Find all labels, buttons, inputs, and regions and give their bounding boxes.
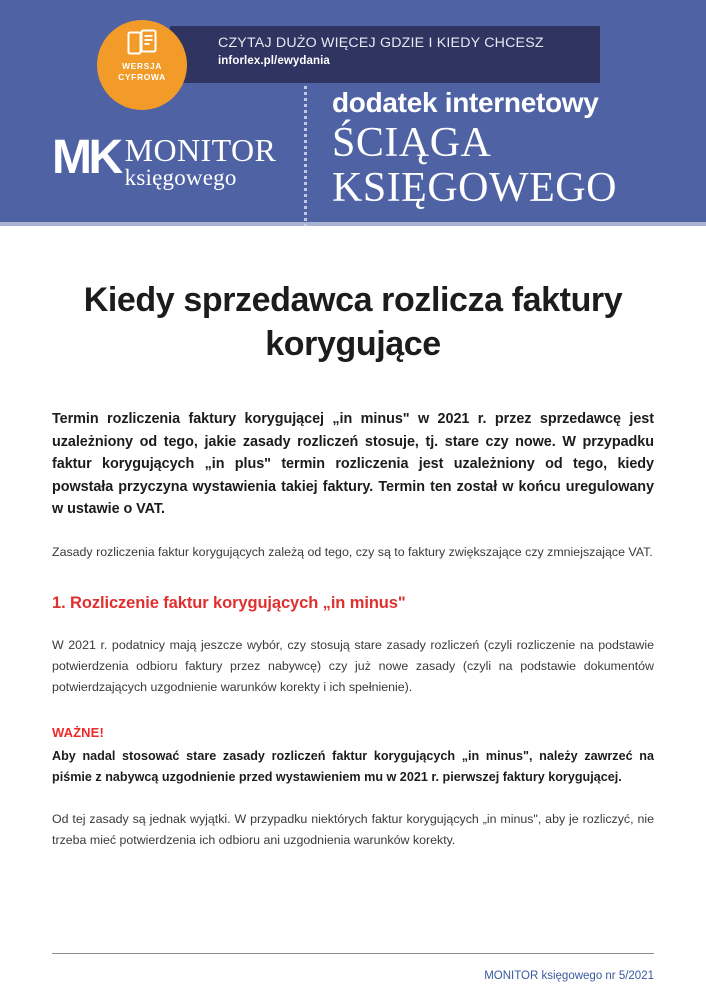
publication-title-line-2: KSIĘGOWEGO [332, 165, 617, 211]
article-paragraph-1: Zasady rozliczenia faktur korygujących zależą od tego, czy są to faktury zwiększające czy zmniejszające VAT. [52, 544, 653, 559]
logo-word-ksiegowego: księgowego [124, 165, 237, 190]
logo-monogram: MK [52, 131, 120, 184]
footer-issue-label: MONITOR księgowego nr 5/2021 [484, 970, 654, 982]
monitor-ksiegowego-logo [52, 131, 277, 190]
page-footer [0, 953, 706, 1000]
article-paragraph-2: W 2021 r. podatnicy mają jeszcze wybór, czy stosują stare zasady rozliczeń (czyli rozliczenie na podstawie potwierdzenia odbioru faktury przez nabywcę) czy już nowe zasady (czyli na podstawie dokumentów potwierdzających uzgodnienie warunków korekty i ich spełnienie). [52, 637, 654, 694]
publication-title-line-1: ŚCIĄGA [332, 120, 492, 166]
promo-headline: CZYTAJ DUŻO WIĘCEJ GDZIE I KIEDY CHCESZ [218, 35, 544, 51]
article-body [0, 226, 706, 851]
badge-label-line-2: CYFROWA [118, 72, 166, 82]
important-note-label: WAŻNE! [52, 724, 104, 740]
article-title: Kiedy sprzedawca rozlicza faktury korygujące [83, 281, 623, 363]
section-heading-1: 1. Rozliczenie faktur korygujących „in minus" [52, 593, 406, 612]
digital-version-badge [97, 20, 187, 110]
tablet-document-icon [127, 29, 157, 57]
masthead-dotted-divider [304, 86, 307, 226]
article-lead-paragraph: Termin rozliczenia faktury korygującej „in minus" w 2021 r. przez sprzedawcę jest uzależniony od tego, jakie zasady rozliczeń stosuje, tj. stare czy nowe. W przypadku faktur korygujących „in plus" termin rozliczenia jest uzależniony od tego, kiedy powstała przyczyna wystawienia takiej faktury. Termin ten został w końcu uregulowany w ustawie o VAT. [52, 411, 654, 517]
badge-label-line-1: WERSJA [122, 61, 162, 71]
promo-url[interactable]: inforlex.pl/ewydania [218, 55, 330, 67]
promo-banner [170, 26, 600, 83]
publication-kicker: dodatek internetowy [332, 87, 599, 118]
important-note-body: Aby nadal stosować stare zasady rozliczeń faktur korygujących „in minus", należy zawrzeć na piśmie z nabywcą uzgodnienie przed wystawieniem mu w 2021 r. pierwszej faktury korygującej. [52, 748, 654, 784]
article-paragraph-3: Od tej zasady są jednak wyjątki. W przypadku niektórych faktur korygujących „in minus", aby je rozliczyć, nie trzeba mieć potwierdzenia ich odbioru ani uzgodnienia warunków korekty. [52, 811, 654, 847]
logo-word-monitor: MONITOR [124, 132, 277, 168]
masthead-banner [0, 0, 706, 226]
publication-title-block [332, 88, 617, 211]
